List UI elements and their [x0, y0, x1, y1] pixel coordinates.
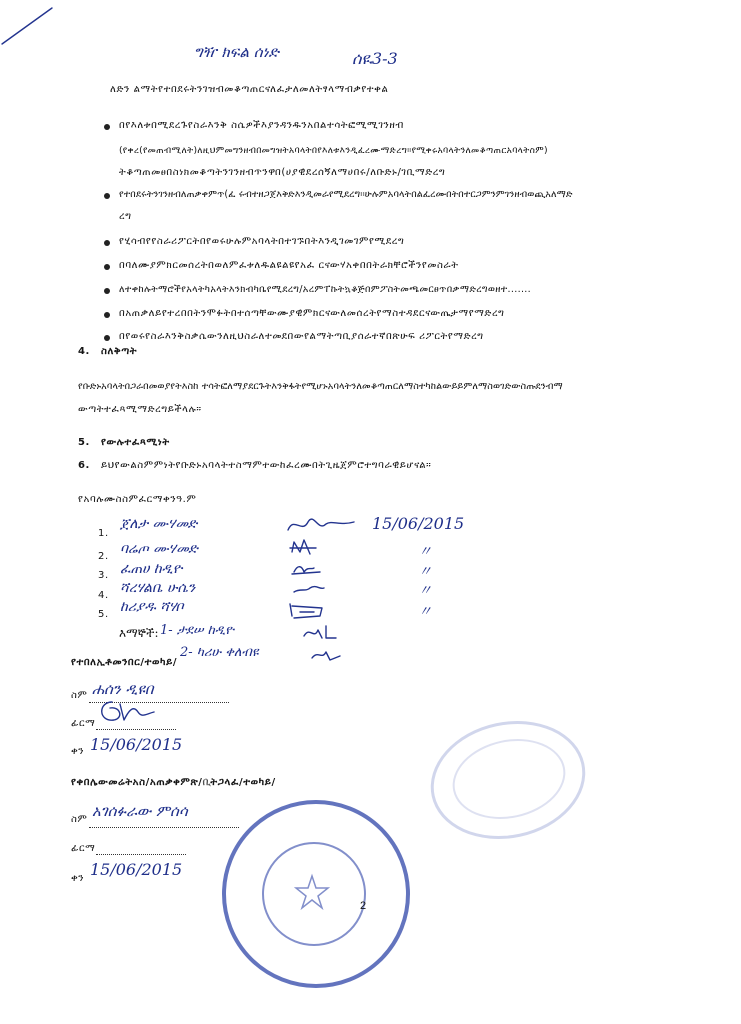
- member-signature: [290, 540, 316, 554]
- bullet-dot: [104, 264, 110, 270]
- witness-name: 1- ታደሠ ከዲዮ: [160, 623, 234, 638]
- handwritten-reference: ሰዪ3-3: [352, 49, 398, 68]
- bullet-dot: [104, 124, 110, 130]
- received-signature: [94, 698, 164, 728]
- official-stamp-emblem: [292, 872, 332, 912]
- section-number: 6.: [78, 460, 90, 471]
- member-signatures: [280, 508, 370, 624]
- approved-sign-label: ፊርማ: [71, 843, 96, 854]
- page-number: 2: [360, 900, 367, 912]
- witness-name: 2- ካሪሁ ቀለብዩ: [180, 645, 259, 660]
- bullet-text: በአጠቃለይየተረበበትንሞፉትበተሰጣቸውሙያዊምክርናውለመሰረትየማስተዳደርናውጤታማየማድረግ: [119, 308, 505, 319]
- witness-signatures: [300, 620, 380, 668]
- received-name: ሐሰን ዲዩበ: [92, 680, 154, 698]
- member-signature: [290, 604, 322, 618]
- member-date: 〃: [418, 544, 432, 560]
- intro-line: ለድን ልማትየተበደሩትንገዝብመቆጣጠርናለፈታለመለትፃላማብቃየተቀል: [110, 84, 389, 95]
- approved-sign-line: [96, 853, 186, 855]
- approved-name: አገሰፉራው ምሰሳ: [92, 802, 188, 820]
- approved-date-label: ቀን: [71, 873, 85, 884]
- member-date: 〃: [418, 583, 432, 599]
- member-date: 15/06/2015: [372, 514, 465, 533]
- member-name: ጀለታ ሙሃመድ: [120, 516, 198, 532]
- received-by-title: የተበለኢቶመንበር/ተወካይ/: [71, 657, 178, 668]
- bullet-dot: [104, 312, 110, 318]
- approved-by-title: የቀበሌውመሬትአስ/አጠቃቀምጽ/ቢትጋላፈ/ተወካይ/: [71, 777, 276, 788]
- bullet-text: በባለሙያምክርመሰረትበወለምፈቱለዱልዩልዩየአፈ ርናውሃአቀበበትራክቸሮችንየመስራት: [119, 260, 459, 271]
- member-signature: [294, 587, 324, 592]
- section-title-penalty: ስለቅጣት: [101, 346, 138, 357]
- member-date: 〃: [418, 604, 432, 620]
- bullet-dot: [104, 193, 110, 199]
- member-number: 4.: [98, 590, 109, 601]
- bullet-text-continuation: ትቆጣጠመፀበስነክመቆጣትንገንዘብጥንዋበ(ሀያዊደረሰኝለማሀበሩ/ለቡድኑ/ገቢማድረግ: [119, 167, 446, 178]
- bullet-dot: [104, 288, 110, 294]
- bullet-text: ለተቀከሉትማሮችየአላትካአላትእንክብካቤየሚደረግ/አረምፐኩትኳቆጅበምፖስትመጫመርፀጥበቃማድረግወዘተ.......: [119, 284, 531, 295]
- corner-pen-mark: [0, 0, 60, 50]
- witnesses-label: እማኞች:: [119, 626, 159, 640]
- received-date: 15/06/2015: [90, 735, 183, 754]
- member-number: 3.: [98, 570, 109, 581]
- member-name: ሻረሃልቤ ሁሴን: [120, 580, 196, 596]
- member-name: ከሪያዱ ሻሃቦ: [120, 599, 184, 615]
- received-name-label: ስም: [71, 690, 88, 701]
- member-date: 〃: [418, 564, 432, 580]
- member-number: 5.: [98, 609, 109, 620]
- section-number: 4.: [78, 346, 90, 357]
- approved-date: 15/06/2015: [90, 860, 183, 879]
- penalty-paragraph-line: የቡድኑአባላትበጋራበመወያየትእስከ ተሳትፎለማያደርጉትእንቅፋትየሚሆኑአባላትንለመቆጣጠርለማስተካከልውይይምለማስወገድውስጡደንብማ: [78, 381, 563, 392]
- bullet-dot: [104, 335, 110, 341]
- bullet-text: የሂሳብየየስራሪፖርትበየወሩሁሉምአባላትበተገኙበትእንዲገመገምየሚደረግ: [119, 236, 405, 247]
- approved-name-label: ስም: [71, 814, 88, 825]
- section-title-enforcement: የውሉተፈጻሚነት: [101, 437, 170, 448]
- bullet-dot: [104, 240, 110, 246]
- bullet-text-continuation: (የቀረ(የመጠብሚለት)ለዚህምመግንዘብበመግዝትአባላትበየእለቱእንዲፈረሙማድረግ።የሚቀሩአባላትንለመቆጣጠርአባላትስም): [119, 145, 548, 156]
- section-number: 5.: [78, 437, 90, 448]
- bullet-text: የተበደሩትንገንዘብለጠቃቀምጥ(ፈ ሩብተዘጋጀእቅድእንዲመራየሚደረግ።ሁሉምአባላትበልፈረሙበትበተርጋምንምገንዘብወጪአለማድ: [119, 189, 573, 200]
- member-signature: [292, 567, 320, 574]
- approved-name-line: [89, 826, 239, 828]
- members-heading: የአባሉሙስስምፈርማቀንዓ.ም: [78, 494, 197, 505]
- bullet-text-continuation: ረግ: [119, 211, 132, 222]
- bullet-text: በየእለቱበሚደረጉየስራእንቅ ስሴዎችእያንዳንዱንአበልተሳትፎሚሚገንዘብ: [119, 120, 404, 131]
- member-number: 2.: [98, 551, 109, 562]
- member-signature: [288, 519, 354, 530]
- received-sign-line: [96, 728, 176, 730]
- member-name: ፈጠሀ ከዲዮ: [120, 561, 183, 577]
- member-name: ባሬጦ ሙሃመድ: [120, 541, 198, 557]
- member-number: 1.: [98, 528, 109, 539]
- bullet-text: በየወሩየስራእንቅስቃሴውንለዚህስራለተመደበውየልማትጣቢያሰራተኛበጽሁፍ ሪፖርትየማድረግ: [119, 331, 484, 342]
- received-date-label: ቀን: [71, 746, 85, 757]
- received-sign-label: ፊርማ: [71, 718, 96, 729]
- penalty-paragraph-line: ውጣትተፈጻሚማድረግይችላሉ።: [78, 404, 202, 415]
- section-effective-text: ይህየውልስምምነትየቡድኑአባላትተስማምተውከፈረሙበትጊዜጀምሮተግባራዊይሆናል።: [101, 460, 432, 471]
- handwritten-title: ግዥ ክፍል ሰነድ: [194, 43, 279, 61]
